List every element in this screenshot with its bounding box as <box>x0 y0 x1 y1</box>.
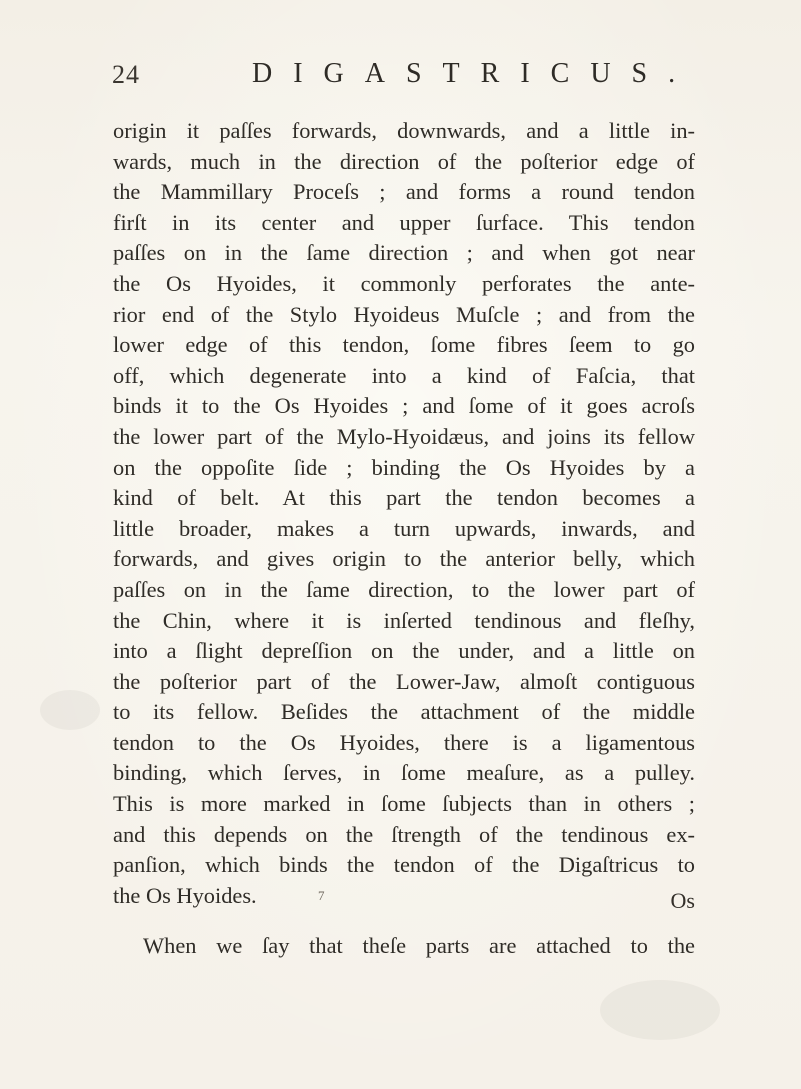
text-line: When we ſay that theſe parts are attached to the <box>143 933 695 959</box>
text-line: origin it paſſes forwards, downwards, and a little in- <box>113 118 695 143</box>
text-line: to its fellow. Beſides the attachment of the middle <box>113 699 695 725</box>
page-header <box>112 58 712 98</box>
text-line: the poſterior part of the Lower-Jaw, almoſt contiguous <box>113 668 695 694</box>
text-line: the Os Hyoides. <box>113 882 257 908</box>
text-line: lower edge of this tendon, ſome fibres ſeem to go <box>113 332 695 358</box>
text-line: forwards, and gives origin to the anterior belly, which <box>113 546 695 572</box>
page-number: 24 <box>112 60 140 89</box>
text-line: the Os Hyoides, it commonly perforates the ante- <box>113 270 695 296</box>
text-line: firſt in its center and upper ſurface. This tendon <box>113 209 695 235</box>
running-title: DIGASTRICUS. <box>252 58 697 89</box>
text-line: paſſes on in the ſame direction, to the lower part of <box>113 576 695 602</box>
text-line: the Chin, where it is inſerted tendinous and fleſhy, <box>113 607 695 633</box>
text-line: little broader, makes a turn upwards, inwards, and <box>113 515 695 541</box>
text-line: This is more marked in ſome ſubjects than in others ; <box>113 791 695 817</box>
text-line: the Mammillary Proceſs ; and forms a round tendon <box>113 179 695 205</box>
text-line: off, which degenerate into a kind of Faſcia, that <box>113 362 695 388</box>
text-line: binding, which ſerves, in ſome meaſure, as a pulley. <box>113 760 695 786</box>
page-footer <box>113 888 695 918</box>
paper-stain <box>40 690 100 730</box>
text-line: into a ſlight depreſſion on the under, and a little on <box>113 638 695 664</box>
text-line: and this depends on the ſtrength of the tendinous ex- <box>113 821 695 847</box>
text-line: tendon to the Os Hyoides, there is a ligamentous <box>113 729 695 755</box>
signature-mark: 7 <box>318 888 325 903</box>
text-line: paſſes on in the ſame direction ; and when got near <box>113 240 695 266</box>
text-line: panſion, which binds the tendon of the Digaſtricus to <box>113 852 695 878</box>
text-line: on the oppoſite ſide ; binding the Os Hyoides by a <box>113 454 695 480</box>
text-line: binds it to the Os Hyoides ; and ſome of it goes acroſs <box>113 393 695 419</box>
text-line: wards, much in the direction of the poſterior edge of <box>113 148 695 174</box>
paper-stain <box>600 980 720 1040</box>
text-line: kind of belt. At this part the tendon becomes a <box>113 485 695 511</box>
text-line: rior end of the Stylo Hyoideus Muſcle ; and from the <box>113 301 695 327</box>
body-text <box>113 116 695 962</box>
text-line: the lower part of the Mylo-Hyoidæus, and joins its fellow <box>113 423 695 449</box>
catchword: Os <box>670 888 695 913</box>
